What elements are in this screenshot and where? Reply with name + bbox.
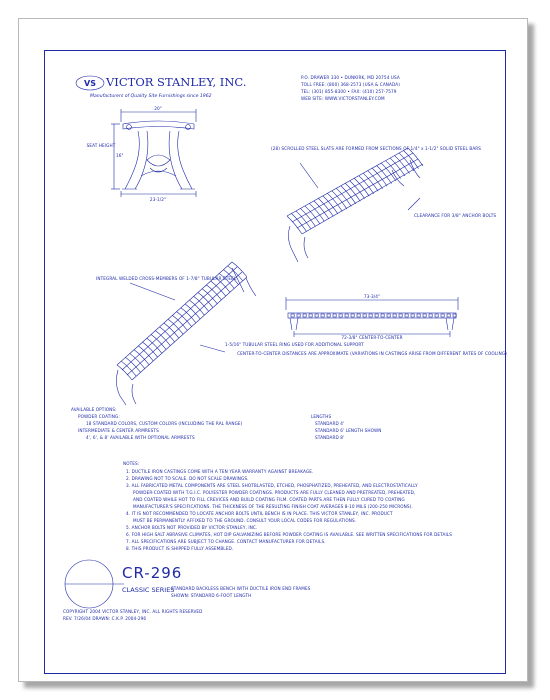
- slat-section: [447, 314, 450, 317]
- slat-section: [297, 314, 300, 317]
- company-address: [300, 75, 400, 101]
- center-to-center-dimension: 72-3/8" CENTER-TO-CENTER: [341, 335, 403, 340]
- callout-text: INTEGRAL WELDED CROSS-MEMBERS OF 1-7/8" TUBULAR STEEL: [96, 276, 237, 281]
- slat: [359, 176, 374, 194]
- note-item: 1. DUCTILE IRON CASTINGS COME WITH A TEN YEAR WARRANTY AGAINST BREAKAGE.: [126, 469, 314, 474]
- callout-text: CENTER-TO-CENTER DISTANCES ARE APPROXIMATE (VARIATIONS IN CASTINGS ARISE FROM DIFFERENT RATES OF COOLING): [237, 351, 507, 356]
- model-number: CR-296: [122, 564, 183, 582]
- revision-text: REV. 7/26/04 DRAWN: C.K.P. 2004-296: [63, 616, 147, 621]
- address-line: TEL: (301) 855-8300 • FAX: (410) 257-7579: [301, 89, 397, 94]
- slat: [354, 178, 369, 196]
- cross-members-callout: [96, 276, 237, 300]
- slat-section: [345, 314, 348, 317]
- slat-section: [441, 314, 444, 317]
- note-item: 8. THIS PRODUCT IS SHIPPED FULLY ASSEMBLED.: [126, 546, 234, 551]
- slat-section: [393, 314, 396, 317]
- slat: [314, 201, 329, 219]
- address-line: TOLL FREE: (800) 368-2573 (USA & CANADA): [301, 82, 400, 87]
- option-item: INTERMEDIATE & CENTER ARMRESTS: [78, 428, 159, 433]
- base-width-dimension: 23-1/2": [149, 197, 167, 202]
- anchor-callout: [408, 198, 496, 218]
- callout-text: 1-5/16" TUBULAR STEEL RING USED FOR ADDITIONAL SUPPORT: [225, 342, 364, 347]
- seat-height-value: 16": [116, 153, 124, 158]
- slat: [287, 216, 302, 234]
- copyright-text: COPYRIGHT 2004 VICTOR STANLEY, INC. ALL RIGHTS RESERVED: [63, 609, 203, 614]
- slat: [345, 183, 360, 201]
- length-item: STANDARD 6' LENGTH SHOWN: [315, 428, 382, 433]
- option-item: POWDER COATING:: [78, 414, 120, 419]
- logo-mark: VS: [84, 79, 96, 88]
- product-description: SHOWN: STANDARD 6-FOOT LENGTH: [171, 593, 252, 598]
- lengths-block: [311, 414, 382, 440]
- callout-text: CLEARANCE FOR 3/8" ANCHOR BOLTS: [414, 213, 497, 218]
- company-name: VICTOR STANLEY, INC.: [106, 75, 247, 89]
- seat-height-label: SEAT HEIGHT: [86, 143, 116, 148]
- slat-section: [429, 314, 432, 317]
- slat-section: [351, 314, 354, 317]
- lengths-heading: LENGTHS: [311, 414, 332, 419]
- note-item: 2. DRAWING NOT TO SCALE. DO NOT SCALE DRAWINGS.: [126, 476, 249, 481]
- slat-section: [321, 314, 324, 317]
- note-item: 3. ALL FABRICATED METAL COMPONENTS ARE STEEL SHOTBLASTED, ETCHED, PHOSPHATIZED, PREHEATED, AND ELECTROSTATICALLY: [126, 483, 418, 488]
- notes-heading: NOTES:: [123, 461, 140, 466]
- slat: [350, 181, 365, 199]
- slat: [332, 191, 347, 209]
- slats-callout: [271, 146, 481, 188]
- slat-section: [435, 314, 438, 317]
- note-item: 7. ALL SPECIFICATIONS ARE SUBJECT TO CHANGE. CONTACT MANUFACTURER FOR DETAILS.: [126, 539, 326, 544]
- slat-section: [303, 314, 306, 317]
- slat: [296, 211, 311, 229]
- notes-block: [123, 461, 452, 551]
- slat-section: [375, 314, 378, 317]
- slat-section: [357, 314, 360, 317]
- title-block: [63, 560, 311, 621]
- slat-section: [411, 314, 414, 317]
- side-elevation-view: [286, 294, 458, 340]
- note-item: 4. IT IS NOT RECOMMENDED TO LOCATE ANCHOR BOLTS UNTIL BENCH IS IN PLACE. THIS VICTOR STANLEY, INC. PRODUCT: [126, 511, 393, 516]
- options-block: [71, 407, 243, 440]
- slat: [336, 188, 351, 206]
- end-elevation-view: [87, 106, 196, 202]
- slat-section: [381, 314, 384, 317]
- overall-length-dimension: 73-3/4": [363, 294, 381, 299]
- product-description: STANDARD BACKLESS BENCH WITH DUCTILE IRON END FRAMES: [171, 586, 311, 591]
- slat: [341, 186, 356, 204]
- slat: [377, 166, 392, 184]
- address-line: P.O. DRAWER 330 • DUNKIRK, MD 20754 USA: [301, 75, 400, 80]
- end-width-dimension: 20": [154, 106, 162, 111]
- options-heading: AVAILABLE OPTIONS:: [71, 407, 117, 412]
- note-item: 6. FOR HIGH SALT ABRASIVE CLIMATES, HOT DIP GALVANIZING BEFORE POWDER COATING IS AVAILABLE. SEE WRITTEN SPECIFICATIONS FOR DETAILS: [126, 532, 452, 537]
- address-line: WEB SITE: WWW.VICTORSTANLEY.COM: [301, 96, 385, 101]
- slat-section: [369, 314, 372, 317]
- slat: [363, 173, 378, 191]
- slat: [305, 206, 320, 224]
- length-item: STANDARD 8': [315, 435, 345, 440]
- slat: [372, 168, 387, 186]
- slat-section: [333, 314, 336, 317]
- slat-section: [315, 314, 318, 317]
- slat: [368, 171, 383, 189]
- slat-section: [363, 314, 366, 317]
- slat-section: [309, 314, 312, 317]
- slat-section: [399, 314, 402, 317]
- note-item: 5. ANCHOR BOLTS NOT PROVIDED BY VICTOR STANLEY, INC.: [126, 525, 258, 530]
- callout-text: (28) SCROLLED STEEL SLATS ARE FORMED FROM SECTIONS OF 1/4" x 1-1/2" SOLID STEEL BARS: [271, 146, 482, 151]
- company-tagline: Manufacturers of Quality Site Furnishings since 1962: [90, 94, 212, 99]
- note-item: POWDER-COATED WITH T.G.I.C. POLYESTER POWDER COATINGS. PRODUCTS ARE FULLY CLEANED AND PRETREATED, PREHEATED,: [133, 490, 416, 495]
- slat-section: [327, 314, 330, 317]
- slat: [309, 203, 324, 221]
- slat-section: [405, 314, 408, 317]
- option-item: 4', 6', & 8' AVAILABLE WITH OPTIONAL ARMRESTS: [86, 435, 195, 440]
- company-logo: [76, 76, 104, 90]
- slat-section: [423, 314, 426, 317]
- slat-section: [417, 314, 420, 317]
- note-item: MUST BE PERMANENTLY AFFIXED TO THE GROUND. CONSULT YOUR LOCAL CODES FOR REGULATIONS.: [133, 518, 357, 523]
- length-item: STANDARD 4': [315, 421, 345, 426]
- note-item: AND COATED WHILE HOT TO FILL CREVICES AND BUILD COATING FILM. COATED PARTS ARE THEN FULLY CURED TO COATING: [133, 497, 405, 502]
- slat-section: [387, 314, 390, 317]
- slat: [327, 193, 342, 211]
- slat-section: [339, 314, 342, 317]
- series-name: CLASSIC SERIES: [122, 586, 175, 594]
- bench-perspective-left: [116, 262, 256, 405]
- approx-note: [237, 351, 507, 356]
- slat: [318, 198, 333, 216]
- slat: [291, 213, 306, 231]
- bench-perspective-right: [287, 148, 423, 262]
- note-item: MANUFACTURER'S SPECIFICATIONS. THE THICKNESS OF THE RESULTING FINISH COAT AVERAGES 8-10 MILS (200-250 MICRONS).: [133, 504, 413, 509]
- slat: [323, 196, 338, 214]
- option-item: 18 STANDARD COLORS, CUSTOM COLORS (INCLUDING THE RAL RANGE): [86, 421, 243, 426]
- slat: [300, 208, 315, 226]
- slat-section: [291, 314, 294, 317]
